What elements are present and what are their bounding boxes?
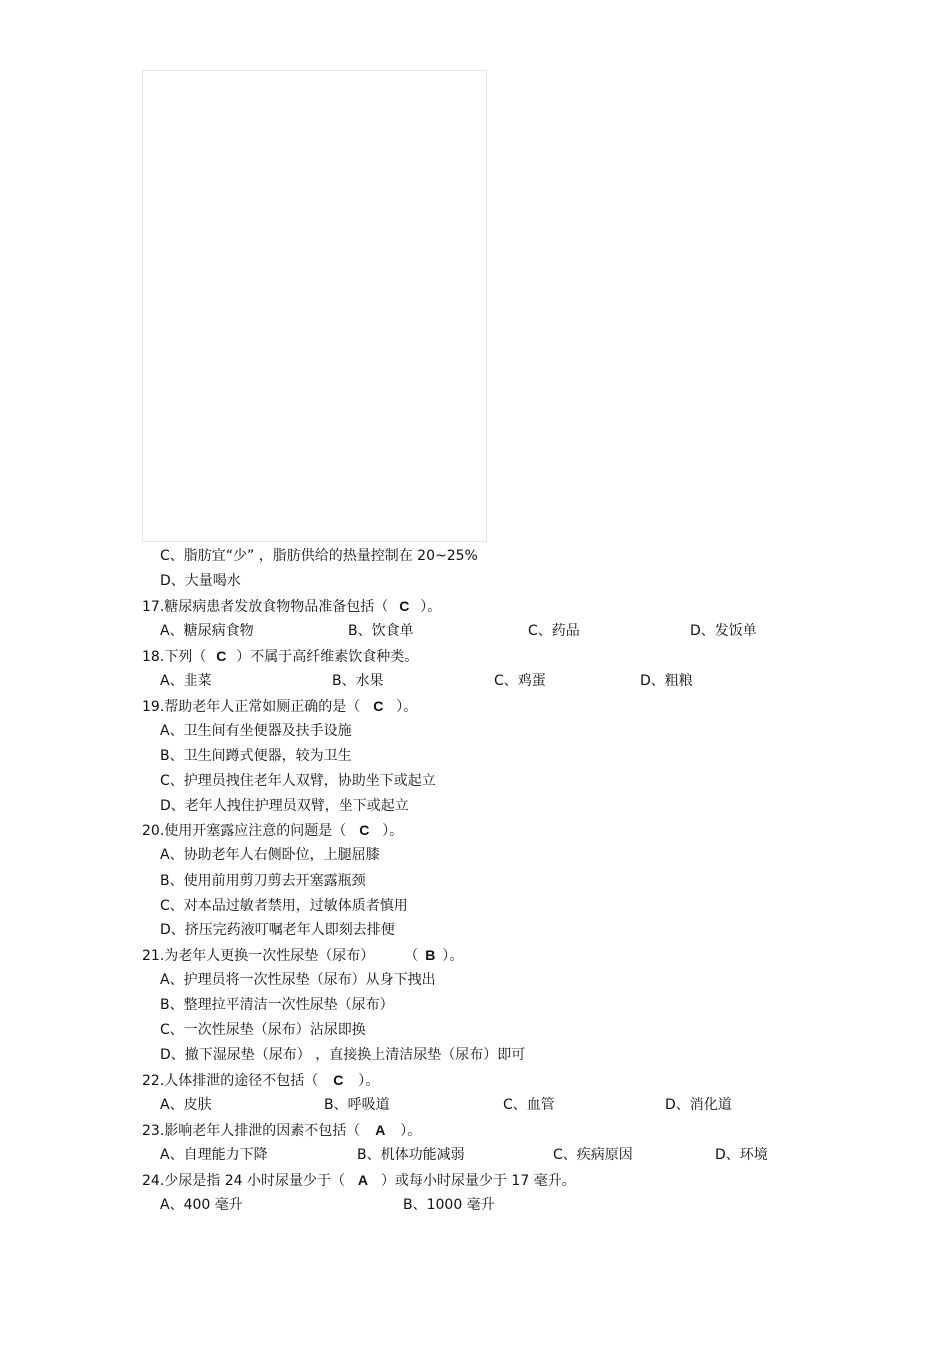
answer: C [216,648,227,664]
option: B、水果 [332,673,384,689]
question-stem: 18.下列（ [142,649,207,665]
option: C、对本品过敏者禁用，过敏体质者慎用 [160,898,408,914]
option-c-fat: C、脂肪宜“少” ，脂肪供给的热量控制在 20~25% [160,548,478,564]
options-row-23 [0,1146,950,1164]
option: D、粗粮 [640,673,693,689]
option: A、400 毫升 [160,1197,243,1213]
question-stem: 20.使用开塞露应注意的问题是（ [142,823,347,839]
option: C、血管 [503,1097,555,1113]
blank-image-frame [142,70,487,542]
option: A、协助老年人右侧卧位，上腿屈膝 [160,847,380,863]
option: B、1000 毫升 [403,1197,495,1213]
option: D、老年人拽住护理员双臂，坐下或起立 [160,798,409,814]
option: D、消化道 [665,1097,732,1113]
option: A、韭菜 [160,673,212,689]
answer: B [425,947,436,963]
question-stem-end: ）。 [420,599,442,615]
options-row-24 [0,1196,950,1214]
question-20 [142,821,403,839]
option: B、整理拉平清洁一次性尿垫（尿布） [160,997,394,1013]
option: B、卫生间蹲式便器，较为卫生 [160,748,352,764]
question-stem: 19.帮助老年人正常如厕正确的是（ [142,699,361,715]
option: A、糖尿病食物 [160,623,254,639]
question-18 [142,647,418,665]
option: A、皮肤 [160,1097,212,1113]
question-stem: 24.少尿是指 24 小时尿量少于（ [142,1173,345,1189]
option: D、撤下湿尿垫（尿布） ，直接换上清洁尿垫（尿布）即可 [160,1047,526,1063]
option: D、发饭单 [690,623,757,639]
answer: A [357,1172,369,1188]
option: C、药品 [528,623,580,639]
question-paren: （ [404,948,419,964]
question-stem-end: ）不属于高纤维素饮食种类。 [236,649,419,665]
question-stem-end: ）。 [396,699,418,715]
answer: C [333,1072,344,1088]
option: A、卫生间有坐便器及扶手设施 [160,723,352,739]
question-stem: 21.为老年人更换一次性尿垫（尿布） [142,948,375,964]
option: C、一次性尿垫（尿布）沾尿即换 [160,1022,366,1038]
option: B、使用前用剪刀剪去开塞露瓶颈 [160,873,366,889]
options-row-18 [0,672,950,690]
question-stem: 17.糖尿病患者发放食物物品准备包括（ [142,599,389,615]
question-stem: 22.人体排泄的途径不包括（ [142,1073,319,1089]
options-row-17 [0,622,950,640]
option: D、挤压完药液叮嘱老年人即刻去排便 [160,922,395,938]
answer: C [399,598,410,614]
question-21 [142,946,463,964]
option: C、疾病原因 [553,1147,633,1163]
question-stem-end: ）。 [382,823,404,839]
options-row-22 [0,1096,950,1114]
option: B、呼吸道 [324,1097,390,1113]
option-d-water: D、大量喝水 [160,573,241,589]
option: D、环境 [715,1147,768,1163]
option: B、饮食单 [348,623,414,639]
answer: C [373,698,384,714]
option: A、护理员将一次性尿垫（尿布）从身下拽出 [160,972,436,988]
answer: A [375,1122,386,1138]
answer: C [359,822,370,838]
option: A、自理能力下降 [160,1147,268,1163]
question-19 [142,697,417,715]
question-23 [142,1121,421,1139]
option: C、鸡蛋 [494,673,546,689]
option: B、机体功能减弱 [357,1147,465,1163]
question-stem: 23.影响老年人排泄的因素不包括（ [142,1123,361,1139]
question-stem-end: ）。 [358,1073,380,1089]
question-24 [142,1171,576,1189]
question-stem-end: ）。 [442,948,464,964]
question-17 [142,597,441,615]
question-stem-end: ）或每小时尿量少于 17 毫升。 [380,1173,576,1189]
question-22 [142,1071,379,1089]
question-stem-end: ）。 [400,1123,422,1139]
option: C、护理员拽住老年人双臂，协助坐下或起立 [160,773,436,789]
